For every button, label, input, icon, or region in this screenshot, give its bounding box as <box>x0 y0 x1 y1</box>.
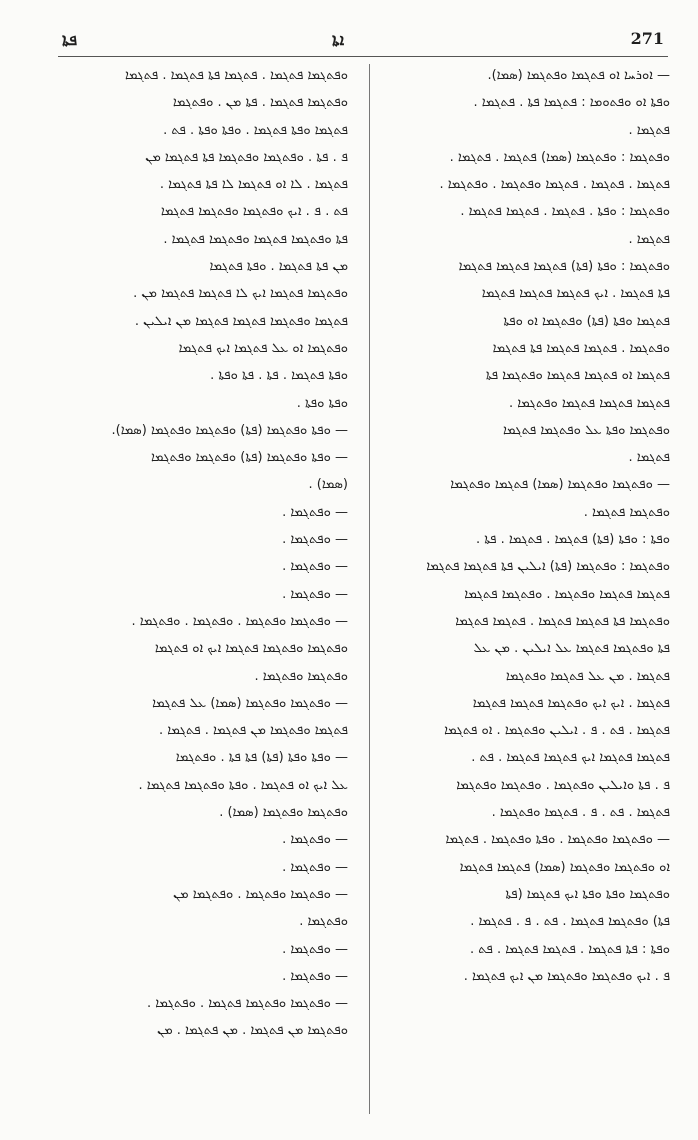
text-line: ܦܬܐ ܘܦܬܓܡܐ ܦܬܓܡܐ ܥܠ ܐܝܠܝܢ . ܡܢ ܥܠ <box>473 641 670 657</box>
text-line: — ܐܘܪܚܐ ܐܘ ܦܬܓܡܐ ܘܦܬܓܡܐ (ܣܡܐ). <box>487 68 670 83</box>
text-line: — ܘܦܬܓܡܐ . <box>282 504 348 520</box>
text-line: ܦܬܓܡܐ ܘܦܬܓܡܐ ܡܢ ܦܬܓܡܐ . ܦܬܓܡܐ . <box>159 723 348 739</box>
text-line: — ܘܦܬܓܡܐ . <box>282 968 348 984</box>
text-line: ܦܬܐ ܦܬܓܡܐ . ܐܝܟ ܦܬܓܡܐ ܦܬܓܡܐ ܦܬܓܡܐ <box>481 286 670 302</box>
text-line: ܘܦܬܐ : ܦܬܐ ܦܬܓܡܐ . ܦܬܓܡܐ ܦܬܓܡܐ . ܦܬ . <box>470 941 670 957</box>
text-line: — ܘܦܬܓܡܐ . <box>282 941 348 957</box>
text-line: ܦܬܓܡܐ . <box>628 450 670 466</box>
text-line: — ܘܦܬܐ ܘܦܬܐ (ܦܬܐ) ܦܬܐ ܦܬܐ . ܘܦܬܓܡܐ <box>175 750 348 766</box>
text-line: ܘܦܬܓܡܐ ܘܦܬܐ ܥܠ ܘܦܬܓܡܐ ܦܬܓܡܐ <box>502 422 670 438</box>
text-line: ܘܦܬܓܡܐ : ܘܦܬܐ . ܦܬܓܡܐ . ܦܬܓܡܐ ܦܬܓܡܐ . <box>460 204 670 220</box>
text-line: (ܣܡܐ) . <box>308 477 348 493</box>
text-line: — ܘܦܬܓܡܐ . <box>282 586 348 602</box>
text-line: ܘܦܬܓܡܐ ܦܬܐ ܦܬܓܡܐ ܦܬܓܡܐ . ܦܬܓܡܐ ܦܬܓܡܐ <box>455 613 670 629</box>
running-head-center: ܐܬܐ <box>332 30 345 49</box>
text-line: ܘܦܬܓܡܐ . ܦܬܓܡܐ ܦܬܓܡܐ ܦܬܐ ܦܬܓܡܐ <box>492 340 670 356</box>
page-number: 271 <box>630 29 664 48</box>
text-line: ܦܬܓܡܐ ܦܬܓܡܐ ܦܬܓܡܐ ܘܦܬܓܡܐ . <box>508 395 670 411</box>
text-line: ܦܬܓܡܐ . ܦܬ . ܦ . ܦܬܓܡܐ ܘܦܬܓܡܐ . <box>491 805 670 821</box>
text-line: ܦܬܓܡܐ . <box>628 231 670 247</box>
column-divider <box>369 64 370 1114</box>
text-line: — ܘܦܬܓܡܐ . <box>282 859 348 875</box>
left-text-column <box>58 62 348 1045</box>
text-line: — ܘܦܬܓܡܐ ܘܦܬܓܡܐ . ܘܦܬܓܡܐ ܡܢ <box>173 886 348 902</box>
text-line: ܦܬܓܡܐ . ܠܐ ܐܘ ܦܬܓܡܐ ܠܐ ܦܬܐ ܦܬܓܡܐ . <box>159 177 348 193</box>
text-line: ܘܦܬܓܡܐ ܦܬܓܡܐ . ܦܬܐ ܡܢ . ܘܦܬܓܡܐ <box>172 95 348 111</box>
text-line: ܡܢ ܦܬܐ ܦܬܓܡܐ . ܘܦܬܐ ܦܬܓܡܐ <box>209 259 348 275</box>
text-line: ܦܬܓܡܐ . ܦܬܓܡܐ . ܦܬܓܡܐ ܘܦܬܓܡܐ . ܘܦܬܓܡܐ . <box>439 177 670 193</box>
text-line: ܦܬܐ) ܘܦܬܓܡܐ ܦܬܓܡܐ . ܦܬ . ܦ . ܦܬܓܡܐ . <box>470 914 670 930</box>
text-line: — ܘܦܬܓܡܐ . <box>282 832 348 848</box>
text-line: ܘܦܬܓܡܐ ܦܬܓܡܐ . ܦܬܓܡܐ ܦܬܐ ܦܬܓܡܐ . ܦܬܓܡܐ <box>124 68 348 83</box>
text-line: — ܘܦܬܓܡܐ . <box>282 532 348 548</box>
text-line: ܦܬܓܡܐ ܘܦܬܓܡܐ ܦܬܓܡܐ ܦܬܓܡܐ ܡܢ ܐܝܠܝܢ . <box>134 313 348 329</box>
text-line: ܘܦܬܓܡܐ ܘܦܬܓܡܐ (ܣܡܐ) . <box>219 805 348 821</box>
text-line: ܦ . ܐܝܟ ܘܦܬܓܡܐ ܘܦܬܓܡܐ ܡܢ ܐܝܟ ܦܬܓܡܐ . <box>463 968 670 984</box>
text-line: ܦܬܓܡܐ ܦܬܓܡܐ ܐܝܟ ܦܬܓܡܐ ܦܬܓܡܐ . ܦܬ . <box>471 750 670 766</box>
text-line: ܦܬܓܡܐ ܘܦܬܐ ܦܬܓܡܐ . ܘܦܬܐ ܘܦܬܐ . ܦܬ . <box>163 122 348 138</box>
text-line: ܘܦܬܐ ܐܘ ܘܦܬܘܡܐ : ܦܬܓܡܐ ܦܬܐ . ܦܬܓܡܐ . <box>473 95 670 111</box>
text-line: ܘܦܬܓܡܐ ܐܘ ܥܠ ܦܬܓܡܐ ܐܝܟ ܦܬܓܡܐ <box>178 340 348 356</box>
header-rule <box>58 56 668 57</box>
text-line: — ܘܦܬܓܡܐ ܘܦܬܓܡܐ ܦܬܓܡܐ . ܘܦܬܓܡܐ . <box>147 996 348 1012</box>
text-line: ܥܠ ܐܝܟ ܐܘ ܦܬܓܡܐ . ܘܦܬܐ ܘܦܬܓܡܐ ܦܬܓܡܐ . <box>138 777 348 793</box>
text-line: ܦܬܓܡܐ ܦܬܓܡܐ ܘܦܬܓܡܐ . ܘܦܬܓܡܐ ܦܬܓܡܐ <box>464 586 670 602</box>
text-line: — ܘܦܬܓܡܐ ܘܦܬܓܡܐ (ܣܡܐ) ܥܠ ܦܬܓܡܐ <box>152 695 348 711</box>
text-line: ܦܬܓܡܐ . ܡܢ ܥܠ ܦܬܓܡܐ ܘܦܬܓܡܐ <box>505 668 670 684</box>
text-line: — ܘܦܬܓܡܐ ܘܦܬܓܡܐ (ܣܡܐ) ܦܬܓܡܐ ܘܦܬܓܡܐ <box>450 477 670 493</box>
right-text-column <box>380 62 670 990</box>
text-line: ܘܦܬܐ ܘܦܬܐ . <box>296 395 348 411</box>
text-line: ܘܦܬܓܡܐ ܘܦܬܐ ܘܦܬܐ ܐܝܟ ܦܬܓܡܐ (ܦܬܐ <box>505 886 670 902</box>
text-line: ܘܦܬܓܡܐ . <box>299 914 348 930</box>
text-line: ܐܘ ܘܦܬܓܡܐ ܘܦܬܓܡܐ (ܣܡܐ) ܦܬܓܡܐ ܦܬܓܡܐ <box>459 859 670 875</box>
text-line: ܦܬܓܡܐ . <box>628 122 670 138</box>
text-line: — ܘܦܬܓܡܐ ܘܦܬܓܡܐ . ܘܦܬܐ ܘܦܬܓܡܐ . ܦܬܓܡܐ <box>445 832 670 848</box>
text-line: ܘܦܬܓܡܐ ܦܬܓܡܐ ܐܝܟ ܠܐ ܦܬܓܡܐ ܦܬܓܡܐ ܡܢ . <box>133 286 348 302</box>
text-line: — ܘܦܬܐ ܘܦܬܓܡܐ (ܦܬܐ) ܘܦܬܓܡܐ ܘܦܬܓܡܐ (ܣܡܐ). <box>111 422 348 438</box>
text-line: ܦܬܓܡܐ ܘܦܬܐ (ܦܬܐ) ܘܦܬܓܡܐ ܐܘ ܘܦܬܐ <box>503 313 670 329</box>
text-line: ܘܦܬܐ : ܘܦܬܐ (ܦܬܐ) ܦܬܓܡܐ . ܦܬܓܡܐ . ܦܬܐ . <box>476 532 670 548</box>
text-line: — ܘܦܬܓܡܐ . <box>282 559 348 575</box>
text-line: ܦܬܓܡܐ . ܦܬ . ܦ . ܐܝܠܝܢ ܘܦܬܓܡܐ . ܐܘ ܦܬܓܡܐ <box>444 723 670 739</box>
running-head-left: ܦܬܐ <box>62 30 78 49</box>
text-line: ܘܦܬܓܡܐ : ܘܦܬܐ (ܦܬܐ) ܦܬܓܡܐ ܦܬܓܡܐ ܦܬܓܡܐ <box>458 259 670 275</box>
text-line: ܘܦܬܓܡܐ : ܘܦܬܓܡܐ (ܣܡܐ) ܦܬܓܡܐ . ܦܬܓܡܐ . <box>449 149 670 165</box>
text-line: — ܘܦܬܐ ܘܦܬܓܡܐ (ܦܬܐ) ܘܦܬܓܡܐ ܘܦܬܓܡܐ <box>150 450 348 466</box>
text-line: ܘܦܬܓܡܐ ܡܢ ܦܬܓܡܐ . ܡܢ ܦܬܓܡܐ . ܡܢ <box>157 1023 348 1039</box>
text-line: — ܘܦܬܓܡܐ ܘܦܬܓܡܐ . ܘܦܬܓܡܐ . ܘܦܬܓܡܐ . <box>131 613 348 629</box>
text-line: ܘܦܬܓܡܐ : ܘܦܬܓܡܐ (ܦܬܐ) ܐܝܠܝܢ ܦܬܐ ܦܬܓܡܐ ܦܬܓܡܐ <box>426 559 670 575</box>
text-line: ܦܬܓܡܐ ܐܘ ܦܬܓܡܐ ܦܬܓܡܐ ܘܦܬܓܡܐ ܦܬܐ <box>485 368 670 384</box>
text-line: ܘܦܬܓܡܐ ܦܬܓܡܐ . <box>583 504 670 520</box>
text-line: ܦ . ܦܬܐ . ܘܦܬܓܡܐ ܘܦܬܓܡܐ ܦܬܐ ܦܬܓܡܐ ܡܢ <box>145 149 348 165</box>
text-line: ܘܦܬܐ ܦܬܓܡܐ . ܦܬܐ . ܦܬܐ ܘܦܬܐ . <box>210 368 348 384</box>
text-line: ܦܬܐ ܘܦܬܓܡܐ ܦܬܓܡܐ ܘܦܬܓܡܐ ܦܬܓܡܐ . <box>163 231 348 247</box>
text-line: ܘܦܬܓܡܐ ܘܦܬܓܡܐ . <box>254 668 348 684</box>
text-line: ܦܬܓܡܐ . ܐܝܟ ܐܝܟ ܘܦܬܓܡܐ ܦܬܓܡܐ ܦܬܓܡܐ <box>472 695 670 711</box>
text-line: ܦ . ܦܬܐ ܘܐܝܠܝܢ ܘܦܬܓܡܐ . ܘܦܬܓܡܐ ܘܦܬܓܡܐ <box>456 777 670 793</box>
text-line: ܘܦܬܓܡܐ ܘܦܬܓܡܐ ܦܬܓܡܐ ܐܝܟ ܐܘ ܦܬܓܡܐ <box>154 641 348 657</box>
text-line: ܦܬ . ܦ . ܐܝܟ ܘܦܬܓܡܐ ܘܦܬܓܡܐ ܦܬܓܡܐ <box>160 204 348 220</box>
